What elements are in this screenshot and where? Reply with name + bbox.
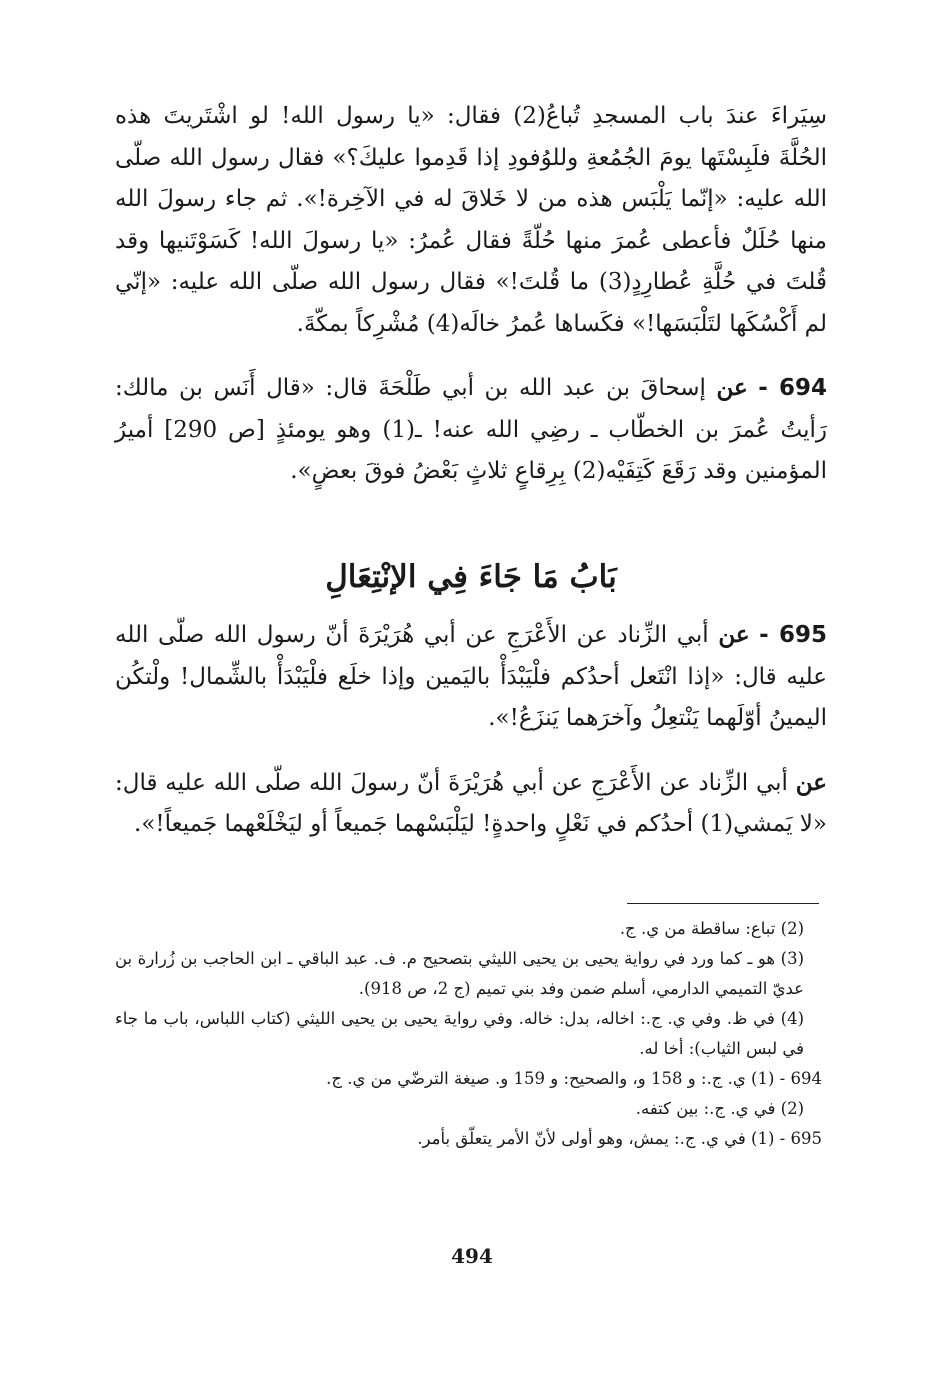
footnote: 694 - (1) ي. ج.: و 158 و، والصحيح: و 159 و. صيغة الترضّي من ي. ج.	[326, 1069, 822, 1088]
main-text	[115, 96, 827, 515]
continuation-paragraph: سِيَراءَ عندَ باب المسجدِ تُباعُ(2) فقال: «يا رسول الله! لو اشْتَريتَ هذه الحُلَّةَ فلَبِسْتَها يومَ الجُمُعةِ وللوُفودِ إذا قَدِموا عليكَ؟» فقال رسول الله صلّى الله عليه: «إنّما يَلْبَس هذه من لا خَلاقَ له في الآخِرة!». ثم جاء رسولَ الله منها حُلَلٌ فأعطى عُمرَ منها حُلّةً فقال عُمرُ: «يا رسولَ الله! كَسَوْتَنيها وقد قُلتَ في حُلَّةِ عُطارِدٍ(3) ما قُلتَ!» فقال رسول الله صلّى الله عليه: «إنّي لم أَكْسُكَها لتَلْبَسَها!» فكَساها عُمرُ خالَه(4) مُشْرِكاً بمكّةَ.	[115, 103, 827, 337]
hadith-694	[115, 367, 827, 493]
footnote: (2) تباع: ساقطة من ي. ج.	[619, 919, 804, 938]
footnote: 695 - (1) في ي. ج.: يمش، وهو أولى لأنّ الأمر يتعلّق بأمر.	[417, 1129, 822, 1148]
footnotes	[115, 914, 822, 1154]
hadith-text: أبي الزِّناد عن الأَعْرَجِ عن أبي هُرَيْرَةَ أنّ رسول الله صلّى الله عليه قال: «إذا انْتَعل أحدُكم فلْيَبْدَأْ باليَمين وإذا خلَع فلْيَبْدَأْ بالشِّمال! ولْتكُن اليمينُ أوّلَهما يَنْتعِلُ وآخرَهما يَنزَعُ!».	[115, 622, 827, 731]
footnote: (4) في ظ. وفي ي. ج.: اخاله، بدل: خاله. وفي رواية يحيى بن يحيى الليثي (كتاب اللباس، باب ما جاء في لبس الثياب): أخا له.	[115, 1009, 804, 1058]
chapter-heading: بَابُ مَا جَاءَ فِي الإنْتِعَالِ	[325, 559, 617, 595]
hadith-number: 694 -	[758, 375, 827, 401]
page-number: 494	[451, 1244, 493, 1268]
main-text-continued	[115, 614, 827, 868]
footnote: (3) هو ـ كما ورد في رواية يحيى بن يحيى الليثي بتصحيح م. ف. عبد الباقي ـ ابن الحاجب بن زُرارة بن عديّ التميمي الدارمي، أسلم ضمن وفد بني تميم (ج 2، ص 918).	[115, 949, 804, 998]
hadith-695	[115, 614, 827, 740]
footnote-separator	[627, 903, 819, 904]
hadith-opening-word: عن	[718, 621, 750, 648]
hadith-695-second	[115, 762, 827, 846]
hadith-number: 695 -	[759, 622, 828, 648]
hadith-opening-word: عن	[795, 768, 827, 796]
hadith-text: أبي الزِّناد عن الأَعْرَجِ عن أبي هُرَيْرَةَ أنّ رسولَ الله صلّى الله عليه قال: «لا يَمشي(1) أحدُكم في نَعْلٍ واحدةٍ! ليَلْبَسْهما جَميعاً أو ليَخْلَعْهما جَميعاً!».	[115, 769, 827, 837]
footnote: (2) في ي. ج.: بين كتفه.	[635, 1099, 804, 1118]
hadith-text: إسحاقَ بن عبد الله بن أبي طَلْحَةَ قال: «قال أَنَس بن مالك: رَأيتُ عُمرَ بن الخطّاب ـ رضِي الله عنه! ـ(1) وهو يومئذٍ [ص 290] أميرُ المؤمنين وقد رَقَعَ كَتِفَيْه(2) بِرِقاعٍ ثلاثٍ بَعْضُ فوقَ بعضٍ».	[115, 375, 828, 484]
hadith-opening-word: عن	[716, 374, 748, 401]
